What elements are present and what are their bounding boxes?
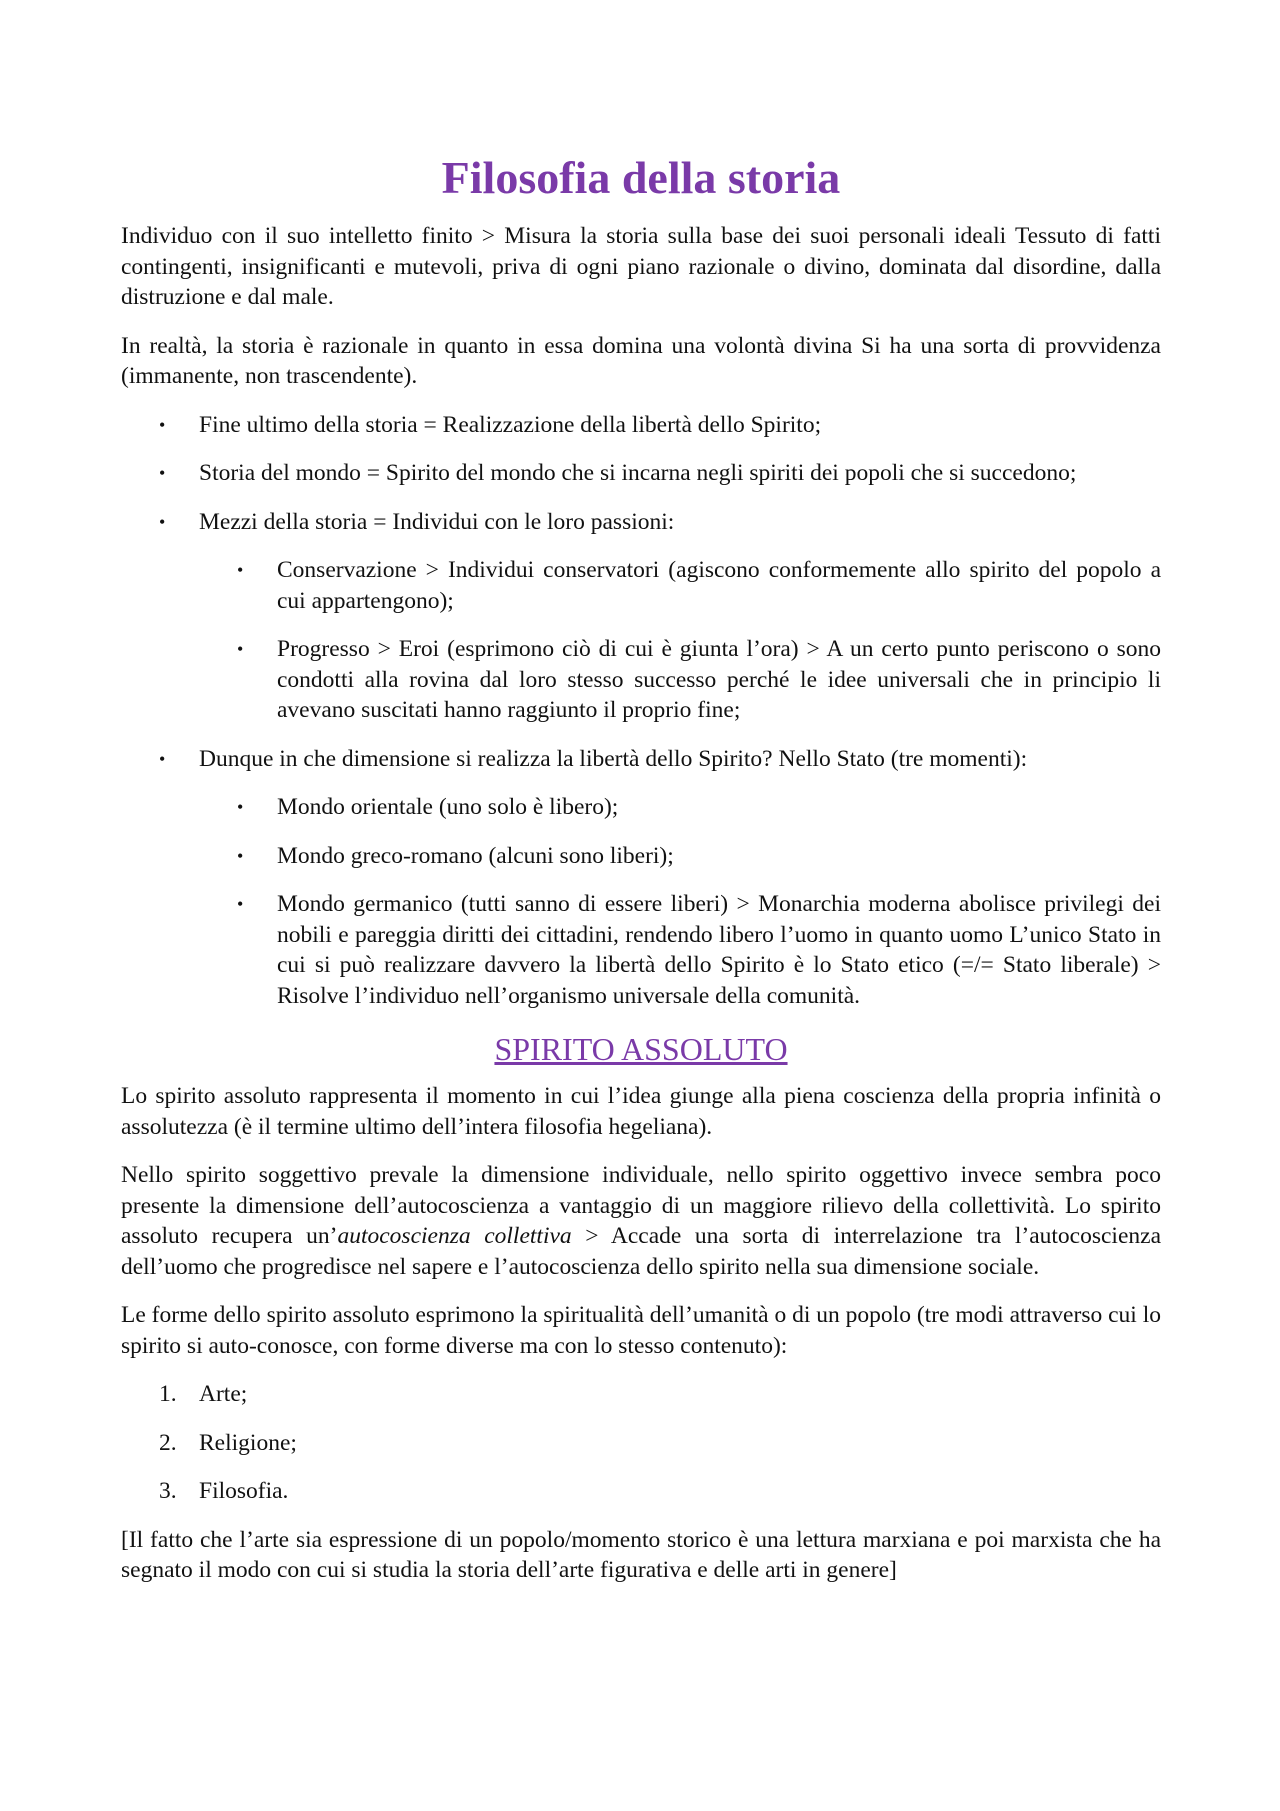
- list-item: [121, 744, 1161, 775]
- bullet-icon: •: [237, 639, 244, 659]
- list-number: 1.: [159, 1381, 177, 1407]
- list-item-text: Storia del mondo = Spirito del mondo che si incarna negli spiriti dei popoli che si succedono;: [199, 460, 1077, 486]
- list-item: [121, 507, 1161, 538]
- bullet-icon: •: [159, 414, 166, 435]
- list-item: [121, 458, 1161, 489]
- bullet-icon: •: [237, 560, 244, 580]
- list-item-text: Mondo greco-romano (alcuni sono liberi);: [277, 842, 674, 869]
- list-item-text: Filosofia.: [199, 1478, 289, 1504]
- italic-term: autocoscienza collettiva: [337, 1223, 572, 1249]
- paragraph-text: > Accade una sorta di interrelazione tra l’autocoscienza dell’uomo che progredisce nel sapere e l’autocoscienza dello spirito nella sua dimensione sociale.: [121, 1223, 1161, 1280]
- list-number: 3.: [159, 1478, 177, 1504]
- sub-list-item: [121, 634, 1161, 726]
- list-item-text: Mezzi della storia = Individui con le loro passioni:: [199, 508, 675, 535]
- intro-paragraph-1: Individuo con il suo intelletto finito > Misura la storia sulla base dei suoi personali ideali Tessuto di fatti contingenti, insignificanti e mutevoli, priva di ogni piano razionale o divino, dominata dal disordine, dalla distruzione e dal male.: [121, 223, 1161, 310]
- numbered-list-item: [121, 1379, 1161, 1410]
- list-item-text: Conservazione > Individui conservatori (agiscono conformemente allo spirito del popolo a cui appartengono);: [277, 557, 1161, 614]
- bullet-icon: •: [237, 797, 244, 817]
- sub-list-item: [121, 555, 1161, 616]
- bullet-icon: •: [237, 894, 244, 914]
- section-paragraph-1: Lo spirito assoluto rappresenta il momento in cui l’idea giunge alla piena coscienza della propria infinità o assolutezza (è il termine ultimo dell’intera filosofia hegeliana).: [121, 1083, 1161, 1140]
- list-item-text: Fine ultimo della storia = Realizzazione della libertà dello Spirito;: [199, 411, 822, 438]
- forms-numbered-list: [121, 1379, 1161, 1507]
- history-bullet-list: [121, 410, 1161, 1012]
- page-title: Filosofia della storia: [441, 152, 841, 203]
- numbered-list-item: [121, 1428, 1161, 1459]
- list-item: [121, 410, 1161, 441]
- list-item-text: Dunque in che dimensione si realizza la libertà dello Spirito? Nello Stato (tre momenti):: [199, 745, 1028, 772]
- paragraph-text: Nello spirito soggettivo prevale la dimensione individuale, nello spirito oggettivo invece sembra poco presente la dimensione dell’autocoscienza a vantaggio di un maggiore rilievo della collettività. Lo spirito assoluto recupera un’: [121, 1162, 1161, 1249]
- bullet-icon: •: [237, 845, 244, 866]
- closing-note-paragraph: [Il fatto che l’arte sia espressione di un popolo/momento storico è una lettura marxiana e poi marxista che ha segnato il modo con cui si studia la storia dell’arte figurativa e delle arti in genere]: [121, 1526, 1161, 1583]
- list-item-text: Mondo orientale (uno solo è libero);: [277, 794, 619, 820]
- list-item-text: Progresso > Eroi (esprimono ciò di cui è giunta l’ora) > A un certo punto periscono o sono condotti alla rovina dal loro stesso successo perché le idee universali che in principio li avevano suscitati hanno raggiunto il proprio fine;: [277, 636, 1161, 723]
- document-body: [121, 150, 1161, 1604]
- bullet-icon: •: [159, 463, 166, 483]
- list-item-text: Religione;: [199, 1429, 297, 1456]
- bullet-icon: •: [159, 748, 166, 769]
- intro-paragraph-2: In realtà, la storia è razionale in quanto in essa domina una volontà divina Si ha una sorta di provvidenza (immanente, non trascendente).: [121, 332, 1161, 389]
- list-item-text: Arte;: [199, 1381, 248, 1407]
- sub-list-item: [121, 841, 1161, 872]
- numbered-list-item: [121, 1476, 1161, 1507]
- bullet-icon: •: [159, 511, 166, 532]
- sub-list-item: [121, 792, 1161, 823]
- list-item-text: Mondo germanico (tutti sanno di essere liberi) > Monarchia moderna abolisce privilegi dei nobili e pareggia diritti dei cittadini, rendendo libero l’uomo in quanto uomo L’unico Stato in cui si può realizzare davvero la libertà dello Spirito è lo Stato etico (=/= Stato liberale) > Risolve l’individuo nell’organismo universale della comunità.: [277, 891, 1161, 1009]
- sub-list-item: [121, 889, 1161, 1011]
- list-number: 2.: [159, 1429, 177, 1456]
- section-paragraph-3: Le forme dello spirito assoluto esprimono la spiritualità dell’umanità o di un popolo (tre modi attraverso cui lo spirito si auto-conosce, con forme diverse ma con lo stesso contenuto):: [121, 1302, 1161, 1359]
- section-heading-spirito-assoluto: SPIRITO ASSOLUTO: [494, 1031, 788, 1067]
- section-paragraph-2: [121, 1160, 1161, 1282]
